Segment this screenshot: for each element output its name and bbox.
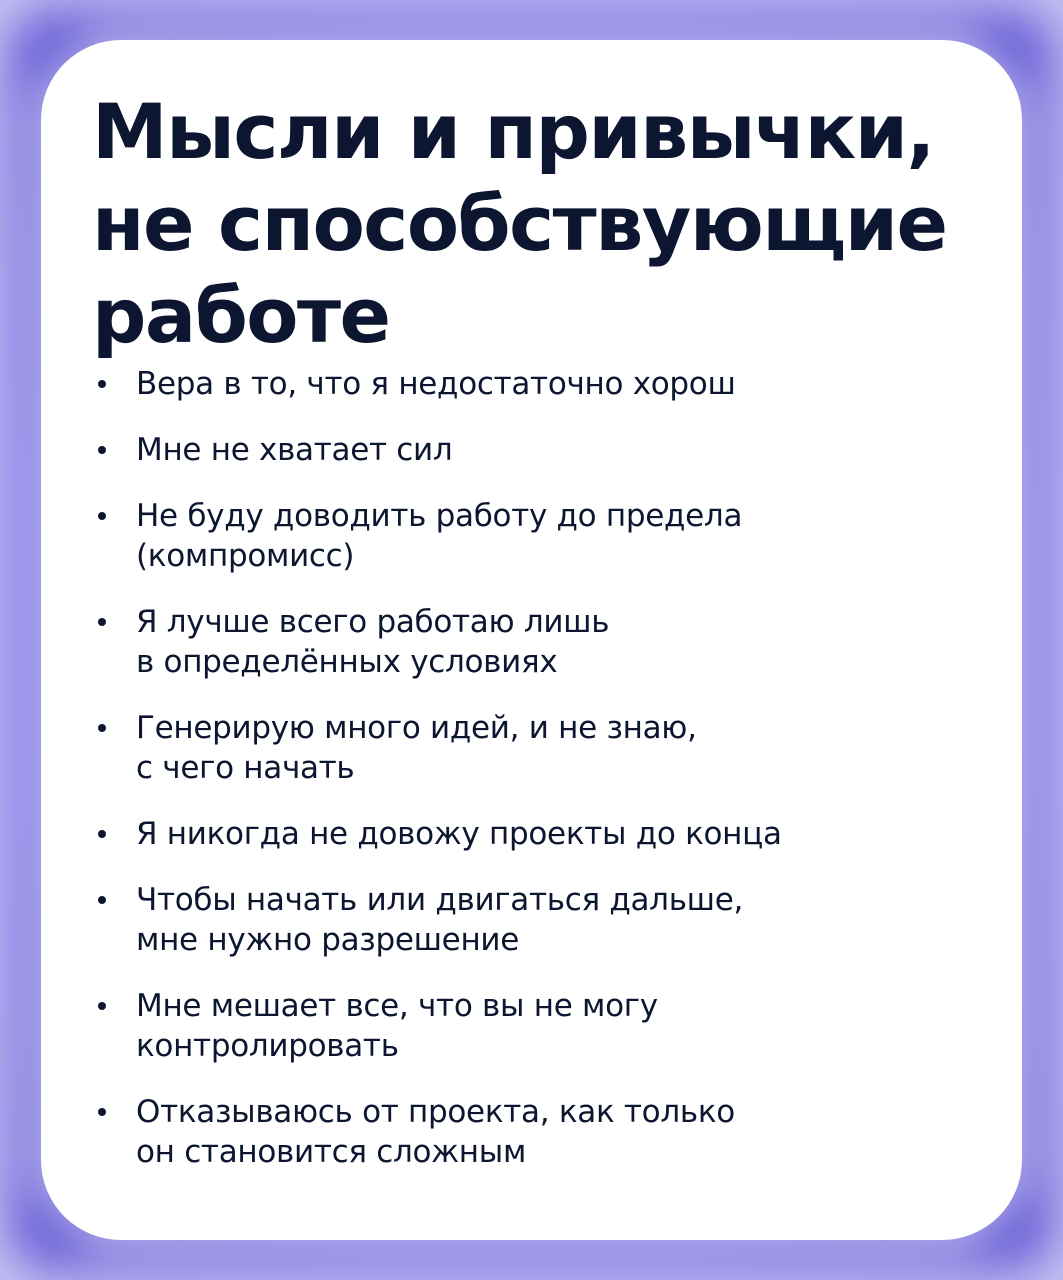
bullet-icon xyxy=(98,380,106,388)
list-item-text: Мне не хватает сил xyxy=(136,432,453,468)
bullet-icon xyxy=(98,724,106,732)
list-item-text-continued: мне нужно разрешение xyxy=(136,922,520,958)
title-line-2: не способствующие xyxy=(92,179,947,268)
list-item-text: Не буду доводить работу до предела xyxy=(136,498,743,534)
list-item-text-continued: контролировать xyxy=(136,1028,399,1064)
page-title xyxy=(92,86,947,362)
bullet-icon xyxy=(98,618,106,626)
habits-list xyxy=(94,364,994,1172)
bullet-icon xyxy=(98,512,106,520)
bullet-icon xyxy=(98,830,106,838)
bullet-icon xyxy=(98,446,106,454)
list-item-text: Отказываюсь от проекта, как только xyxy=(136,1094,735,1130)
bullet-icon xyxy=(98,896,106,904)
list-item xyxy=(94,496,994,576)
list-item-text-continued: с чего начать xyxy=(136,750,355,786)
bullet-icon xyxy=(98,1002,106,1010)
list-item xyxy=(94,430,994,470)
title-line-1: Мысли и привычки, xyxy=(92,87,934,176)
list-item-text-continued: в определённых условиях xyxy=(136,644,558,680)
list-item-text: Чтобы начать или двигаться дальше, xyxy=(136,882,744,918)
list-item xyxy=(94,814,994,854)
list-item-text: Мне мешает все, что вы не могу xyxy=(136,988,658,1024)
list-item-text-continued: он становится сложным xyxy=(136,1134,527,1170)
list-item xyxy=(94,880,994,960)
list-item xyxy=(94,1092,994,1172)
list-item-text: Вера в то, что я недостаточно хорош xyxy=(136,366,736,402)
bullet-icon xyxy=(98,1108,106,1116)
list-item xyxy=(94,986,994,1066)
list-item xyxy=(94,364,994,404)
list-item-text-continued: (компромисс) xyxy=(136,538,355,574)
list-item xyxy=(94,602,994,682)
title-line-3: работе xyxy=(92,271,390,360)
list-item-text: Я лучше всего работаю лишь xyxy=(136,604,610,640)
list-item-text: Я никогда не довожу проекты до конца xyxy=(136,816,782,852)
list-item-text: Генерирую много идей, и не знаю, xyxy=(136,710,697,746)
list-item xyxy=(94,708,994,788)
